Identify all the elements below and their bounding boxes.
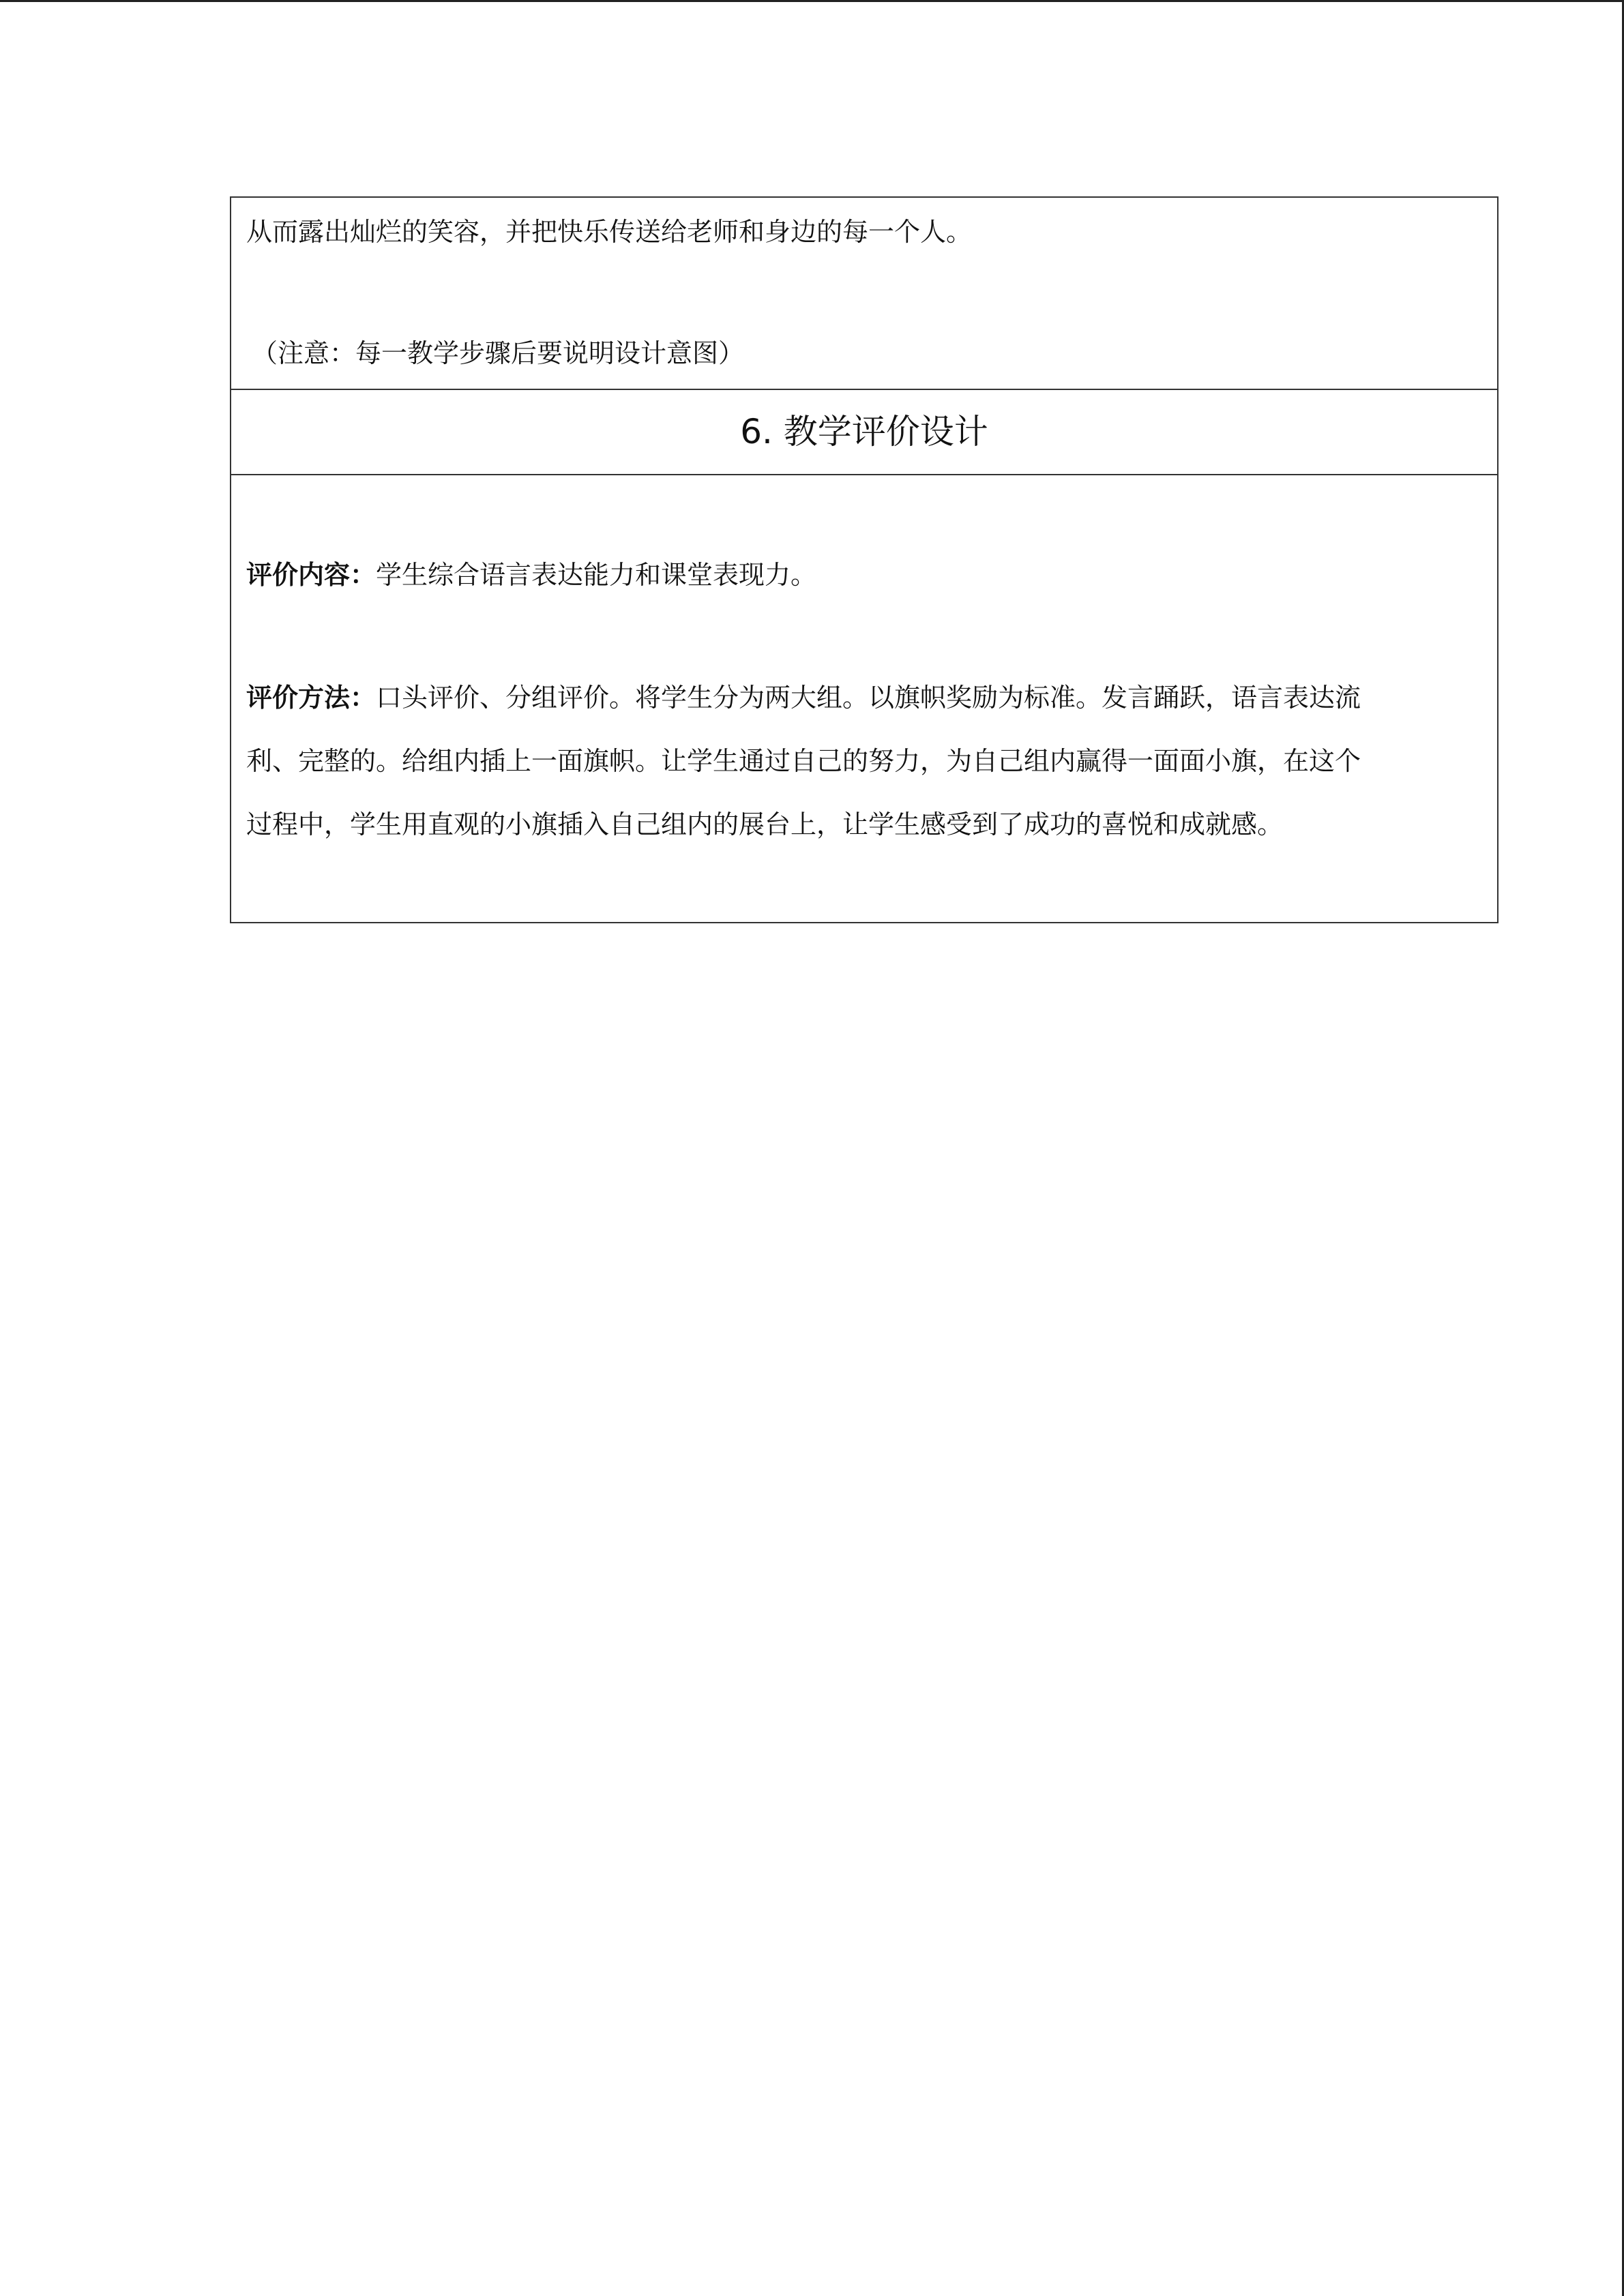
evaluation-row bbox=[231, 475, 1498, 923]
evaluation-method-label: 评价方法： bbox=[246, 683, 377, 713]
evaluation-method-line bbox=[246, 666, 1482, 730]
continuation-row bbox=[231, 197, 1498, 389]
page-top-border bbox=[0, 0, 1624, 2]
continuation-cell bbox=[231, 197, 1498, 389]
evaluation-method bbox=[246, 666, 1482, 856]
evaluation-content bbox=[246, 543, 1482, 607]
evaluation-method-line: 过程中，学生用直观的小旗插入自己组内的展台上，让学生感受到了成功的喜悦和成就感。 bbox=[246, 809, 1284, 839]
section-heading-cell bbox=[231, 389, 1498, 475]
lesson-plan-table bbox=[230, 196, 1498, 923]
continuation-text: 从而露出灿烂的笑容，并把快乐传送给老师和身边的每一个人。 bbox=[246, 217, 973, 247]
evaluation-cell bbox=[231, 475, 1498, 923]
evaluation-method-line: 利、完整的。给组内插上一面旗帜。让学生通过自己的努力，为自己组内赢得一面面小旗，在这个 bbox=[246, 746, 1361, 776]
evaluation-content-line bbox=[246, 543, 1482, 607]
section-heading: 6. 教学评价设计 bbox=[740, 412, 988, 451]
evaluation-content-label: 评价内容： bbox=[246, 560, 377, 590]
section-heading-row bbox=[231, 389, 1498, 475]
design-intent-note: （注意：每一教学步骤后要说明设计意图） bbox=[252, 338, 745, 368]
evaluation-method-text: 口头评价、分组评价。将学生分为两大组。以旗帜奖励为标准。发言踊跃，语言表达流 bbox=[376, 683, 1361, 713]
evaluation-content-text: 学生综合语言表达能力和课堂表现力。 bbox=[376, 560, 817, 590]
